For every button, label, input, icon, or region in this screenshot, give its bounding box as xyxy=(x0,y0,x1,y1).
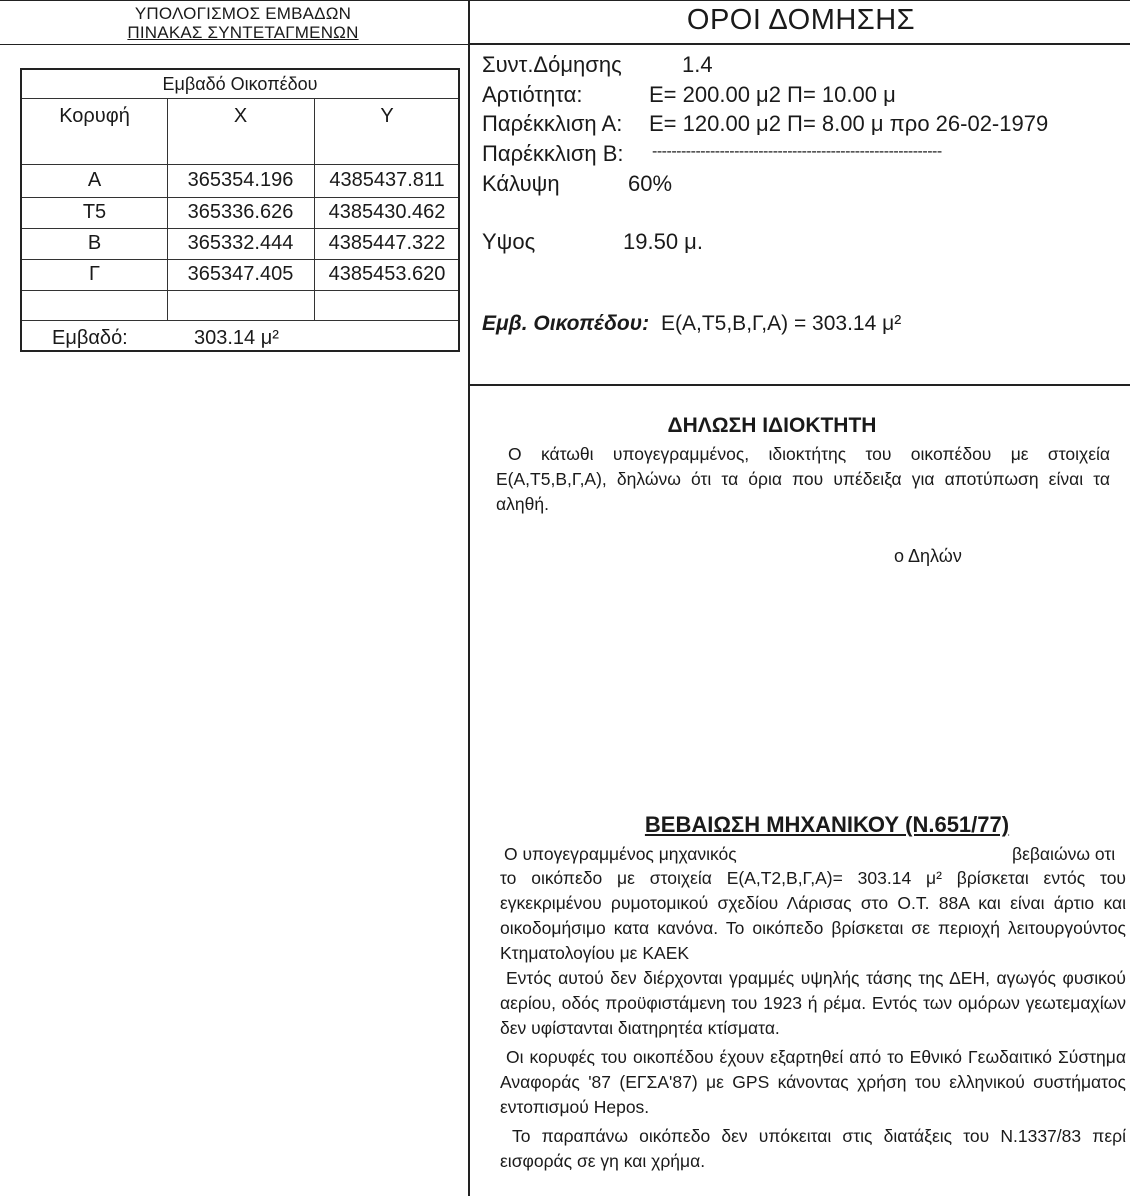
engineer-line1-end: βεβαιώνω οτι xyxy=(1012,844,1116,864)
engineer-para3: Οι κορυφές του οικοπέδου έχουν εξαρτηθεί από το Εθνικό Γεωδαιτικό Σύστημα Αναφοράς '87 (ΕΓΣΑ'87) με GPS κάνοντας χρήση του ελληνικού συστήματος εντοπισμού Hepos. xyxy=(500,1047,1126,1117)
plot-area-label: Εμβ. Οικοπέδου: xyxy=(482,312,650,335)
exception-b-label: Παρέκκλιση Β: xyxy=(482,141,624,166)
table-row-vertex: A xyxy=(87,169,102,191)
area-label: Εμβαδό: xyxy=(52,327,128,349)
table-row-x: 365354.196 xyxy=(187,169,294,191)
calc-title: ΥΠΟΛΟΓΙΣΜΟΣ ΕΜΒΑΔΩΝ xyxy=(134,4,352,23)
engineer-line1-start: Ο υπογεγραμμένος μηχανικός xyxy=(504,844,737,864)
top-border xyxy=(0,0,1130,1)
left-header xyxy=(20,4,466,42)
buildability-value: E= 200.00 μ2 Π= 10.00 μ xyxy=(649,82,896,107)
table-row-y: 4385447.322 xyxy=(328,232,446,254)
owner-declaration-text: Ο κάτωθι υπογεγραμμένος, ιδιοκτήτης του οικοπέδου με στοιχεία E(A,T5,B,Γ,A), δηλώνω ότι τα όρια που υπέδειξα για αποτύπωση είναι τα αληθή. xyxy=(496,444,1110,514)
table-row-y: 4385437.811 xyxy=(329,169,445,191)
right-header-underline xyxy=(468,43,1130,45)
engineer-certificate-title: ΒΕΒΑΙΩΣΗ ΜΗΧΑΝΙΚΟΥ (N.651/77) xyxy=(644,812,1010,837)
height-value: 19.50 μ. xyxy=(623,229,703,254)
owner-declaration-title: ΔΗΛΩΣΗ ΙΔΙΟΚΤΗΤΗ xyxy=(667,414,877,437)
header-y: Y xyxy=(380,105,394,127)
exception-a-value: E= 120.00 μ2 Π= 8.00 μ προ 26-02-1979 xyxy=(649,111,1049,136)
table-row-y: 4385430.462 xyxy=(328,201,446,223)
table-row-vertex: T5 xyxy=(82,201,107,223)
left-header-underline xyxy=(0,44,468,45)
area-value: 303.14 μ² xyxy=(194,327,279,349)
header-x: X xyxy=(233,105,248,127)
table-row-x: 365336.626 xyxy=(187,201,294,223)
table-row-x: 365332.444 xyxy=(187,232,294,254)
building-terms-title: ΟΡΟΙ ΔΟΜΗΣΗΣ xyxy=(686,4,916,36)
table-row-vertex: Γ xyxy=(88,263,100,285)
coverage-value: 60% xyxy=(628,171,673,196)
center-divider xyxy=(468,0,470,1196)
header-vertex: Κορυφή xyxy=(59,105,130,127)
coordinates-table xyxy=(20,68,460,352)
table-row-x: 365347.405 xyxy=(187,263,294,285)
terms-divider xyxy=(468,384,1130,386)
height-label: Υψος xyxy=(482,229,536,254)
coverage-label: Κάλυψη xyxy=(482,171,560,196)
declarant-signature-label: ο Δηλών xyxy=(894,546,962,566)
coefficient-label: Συντ.Δόμησης xyxy=(482,52,622,77)
coords-title: ΠΙΝΑΚΑΣ ΣΥΝΤΕΤΑΓΜΕΝΩΝ xyxy=(127,23,359,42)
coefficient-value: 1.4 xyxy=(682,52,713,77)
plot-area-value: E(A,T5,B,Γ,A) = 303.14 μ² xyxy=(661,312,902,335)
engineer-para1: το οικόπεδο με στοιχεία E(A,T2,B,Γ,A)= 303.14 μ² βρίσκεται εντός του εγκεκριμένου ρυμοτομικού σχεδίου Λάρισας στο Ο.Τ. 88Α και είναι άρτιο και οικοδομήσιμο κατα κανόνα. Το οικόπεδο βρίσκεται σε περιοχή λειτουργούντος Κτηματολογίου με ΚΑΕΚ xyxy=(500,868,1126,963)
engineer-para4: Το παραπάνω οικόπεδο δεν υπόκειται στις διατάξεις του N.1337/83 περί εισφοράς σε γη και χρήμα. xyxy=(500,1126,1126,1171)
exception-b-value: ------------------------------------------------------------ xyxy=(652,143,942,160)
table-caption: Εμβαδό Οικοπέδου xyxy=(162,74,318,94)
table-row-vertex: B xyxy=(87,232,102,254)
plot-area-line xyxy=(482,312,901,336)
table-row-y: 4385453.620 xyxy=(328,263,446,285)
exception-a-label: Παρέκκλιση Α: xyxy=(482,111,623,136)
engineer-para2: Εντός αυτού δεν διέρχονται γραμμές υψηλής τάσης της ΔΕΗ, αγωγός φυσικού αερίου, οδός προϋφιστάμενη του 1923 ή ρέμα. Εντός των ομόρων γεωτεμαχίων δεν υφίστανται διατηρητέα κτίσματα. xyxy=(500,968,1126,1038)
buildability-label: Αρτιότητα: xyxy=(482,82,583,107)
